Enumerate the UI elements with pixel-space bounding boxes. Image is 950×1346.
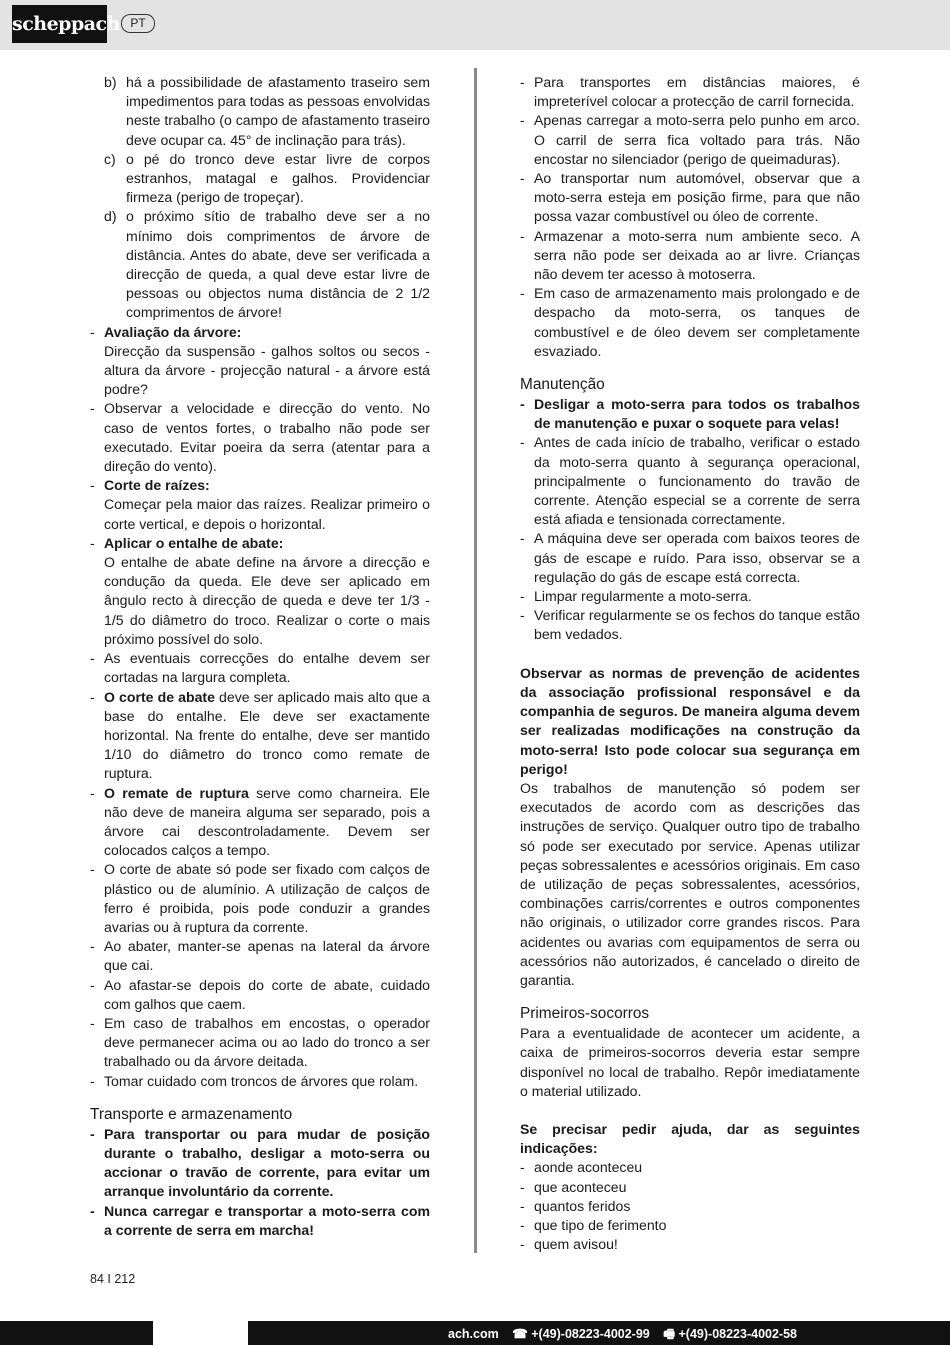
dash-marker: - (90, 323, 95, 340)
item-text: Observar a velocidade e direcção do vento. No caso de ventos fortes, o trabalho não pode ser executado. Evitar poeira da serra (atentar para a direção do vento). (104, 400, 430, 475)
dash-marker: - (520, 588, 525, 605)
lettered-list (90, 73, 430, 323)
first-aid-title: Primeiros-socorros (520, 1005, 650, 1023)
dash-item (90, 860, 430, 937)
dash-item (90, 476, 430, 534)
dash-marker: - (520, 530, 525, 547)
dash-marker: - (90, 784, 95, 801)
item-letter: d) (104, 208, 117, 225)
dash-marker: - (520, 170, 525, 187)
item-text: Ao afastar-se depois do corte de abate, cuidado com galhos que caem. (104, 976, 430, 1012)
dash-item (90, 976, 430, 1014)
lettered-item (90, 150, 430, 208)
item-text: Para transportes em distâncias maiores, é impreterível colocar a protecção de carril fornecida. (534, 74, 860, 110)
dash-item (90, 534, 430, 649)
dash-marker: - (90, 1072, 95, 1089)
item-text: Antes de cada início de trabalho, verificar o estado da moto-serra quanto à segurança operacional, principalmente o funcionamento do travão de corrente. Atenção especial se a corrente de serra está afiada e tensionada correctamente. (534, 434, 860, 528)
transport-list (90, 1125, 430, 1240)
dash-item (520, 433, 860, 529)
item-text: quantos feridos (534, 1197, 631, 1214)
item-text: Em caso de trabalhos em encostas, o operador deve permanecer acima ou ao lado do tronco a ser trabalhado ou da árvore deitada. (104, 1014, 430, 1070)
dash-marker: - (520, 74, 525, 90)
dash-marker: - (520, 112, 525, 129)
dash-item (520, 111, 860, 169)
item-letter: b) (104, 74, 117, 90)
item-bold-lead: Avaliação da árvore: (104, 323, 242, 340)
dash-item (90, 649, 430, 687)
dash-marker: - (520, 227, 525, 244)
dash-item (90, 399, 430, 476)
item-text: o próximo sítio de trabalho deve ser a no mínimo dois comprimentos de árvore de distância. Antes do abate, deve ser verificada a direcção de queda, a qual deve estar livre de pessoas ou objectos numa distância de 2 1/2 comprimentos de árvore! (126, 208, 430, 321)
accident-prevention-warning: Observar as normas de prevenção de acidentes da associação profissional responsável e da companhia de seguros. De maneira alguma devem ser realizadas modificações na construção da moto-serra! Isto pode colocar sua segurança em perigo! (520, 664, 860, 777)
dash-item (520, 284, 860, 361)
maintenance-warning-item: - Desligar a moto-serra para todos os trabalhos de manutenção e puxar o soquete para velas! (520, 396, 860, 432)
item-text: deve ser aplicado mais alto que a base do entalhe. Ele deve ser exactamente horizontal. Na frente do entalhe, deve ser mantido 1/10 do diâmetro do tronco como remate de ruptura. (104, 688, 430, 782)
item-text: aonde aconteceu (534, 1159, 643, 1176)
first-aid-text: Para a eventualidade de acontecer um acidente, a caixa de primeiros-socorros deveria estar sempre disponível no local de trabalho. Repôr imediatamente o material utilizado. (520, 1025, 860, 1099)
item-text: que tipo de ferimento (534, 1216, 667, 1233)
language-badge: PT (121, 14, 155, 33)
item-text: Em caso de armazenamento mais prolongado e de despacho da moto-serra, os tanques de combustível e de óleo devem ser completamente esvaziado. (534, 285, 860, 359)
website-link[interactable]: ach.com (448, 1327, 499, 1341)
dash-item (520, 1178, 860, 1197)
footer-contacts (438, 1325, 797, 1346)
item-text: A máquina deve ser operada com baixos teores de gás de escape e ruído. Para isso, observar se a regulação do gás de escape está correcta. (534, 530, 860, 585)
dash-marker: - (520, 434, 525, 451)
item-bold-lead: Corte de raízes: (104, 477, 210, 494)
dash-item (90, 1072, 430, 1091)
item-text: As eventuais correcções do entalhe devem ser cortadas na largura completa. (104, 650, 430, 686)
item-bold-lead: O remate de ruptura (104, 784, 249, 801)
item-text: quem avisou! (534, 1236, 618, 1253)
item-text: Verificar regularmente se os fechos do tanque estão bem vedados. (534, 607, 860, 643)
dash-item (90, 784, 430, 861)
dash-marker: - (520, 1216, 525, 1233)
lettered-item (90, 73, 430, 150)
item-text: Começar pela maior das raízes. Realizar primeiro o corte vertical, e depois o horizontal. (104, 496, 430, 532)
item-letter: c) (104, 150, 116, 167)
item-text: Tomar cuidado com troncos de árvores que rolam. (104, 1072, 419, 1089)
dash-item (90, 937, 430, 975)
item-text: há a possibilidade de afastamento traseiro sem impedimentos para todas as pessoas envolvidas neste trabalho (o campo de afastamento traseiro deve ocupar ca. 45° de inclinação para trás). (126, 74, 430, 148)
dash-marker: - (90, 650, 95, 667)
dash-marker: - (520, 1178, 525, 1195)
dash-item (520, 1235, 860, 1254)
maintenance-title: Manutenção (520, 376, 605, 394)
page-number: 84 I 212 (90, 1272, 136, 1286)
item-bold-lead: O corte de abate (104, 688, 215, 705)
help-list (520, 1158, 860, 1254)
dash-item (90, 323, 430, 400)
lettered-item (90, 207, 430, 322)
dash-marker: - (520, 1159, 525, 1176)
dash-item (90, 1202, 430, 1240)
dash-marker: - (90, 477, 95, 494)
dash-marker: - (90, 861, 95, 878)
maintenance-notice: Os trabalhos de manutenção só podem ser executados de acordo com as descrições das instruções de serviço. Qualquer outro tipo de trabalho só pode ser executado por service. Apenas utilizar peças sobressalentes e acessórios originais. Em caso de utilização de peças sobressalentes, acessórios, combinações carris/correntes e outros componentes não originais, o utilizador corre grandes riscos. Para acidentes ou avarias com equipamentos de serra ou acessórios não autorizados, é cancelado o direito de garantia. (520, 779, 860, 988)
dash-item (520, 73, 860, 111)
dash-marker: - (520, 1197, 525, 1214)
item-text: Limpar regularmente a moto-serra. (534, 588, 752, 605)
dash-item (520, 1216, 860, 1235)
dash-marker: - (90, 976, 95, 993)
column-divider (474, 68, 477, 1253)
dash-marker: - (520, 285, 525, 302)
transport-list-continued (520, 73, 860, 361)
item-text: Direcção da suspensão - galhos soltos ou secos - altura da árvore - projecção natural - a árvore está podre? (104, 342, 430, 398)
item-text: Ao transportar num automóvel, observar que a moto-serra esteja em posição firme, para que não possa vazar combustível ou óleo de corrente. (534, 170, 860, 225)
dash-item (520, 1197, 860, 1216)
help-instructions: Se precisar pedir ajuda, dar as seguintes indicações: (520, 1120, 860, 1157)
safety-dash-list (90, 323, 430, 1091)
item-text: serve como charneira. Ele não deve de maneira alguma ser separado, pois a árvore cai descontroladamente. Devem ser colocados calços a tempo. (104, 784, 430, 859)
item-text: O entalhe de abate define na árvore a direcção e condução da queda. Ele deve ser aplicado em ângulo recto à direcção de queda e deve ter 1/3 - 1/5 do diâmetro do troco. Realizar o corte o mais próximo possível do solo. (104, 554, 430, 647)
dash-marker: - (90, 1125, 95, 1142)
item-text: que aconteceu (534, 1178, 627, 1195)
phone-number: ☎ +(49)-08223-4002-99 (512, 1327, 650, 1341)
item-text: Nunca carregar e transportar a moto-serra com a corrente de serra em marcha! (104, 1202, 430, 1238)
dash-item (90, 1014, 430, 1072)
dash-marker: - (520, 1236, 525, 1253)
fax-number: 🖷 +(49)-08223-4002-58 (663, 1327, 797, 1341)
footer-white-block (153, 1321, 248, 1345)
dash-marker: - (520, 607, 525, 624)
right-column (520, 73, 860, 1254)
item-text: O corte de abate só pode ser fixado com calços de plástico ou de alumínio. A utilização de calços de ferro é proibida, pois pode conduzir a grandes avarias ou à ruptura da corrente. (104, 861, 430, 935)
dash-item (520, 169, 860, 227)
transport-title: Transporte e armazenamento (90, 1105, 293, 1123)
item-text: Para transportar ou para mudar de posição durante o trabalho, desligar a moto-serra ou accionar o travão de corrente, para evitar um arranque involuntário da corrente. (104, 1125, 430, 1200)
item-text: o pé do tronco deve estar livre de corpos estranhos, matagal e galhos. Providenciar firmeza (perigo de tropeçar). (126, 150, 430, 206)
item-bold-lead: Aplicar o entalhe de abate: (104, 534, 284, 551)
dash-item (520, 606, 860, 644)
dash-marker: - (90, 1202, 95, 1219)
dash-item (520, 1158, 860, 1177)
dash-item (520, 587, 860, 606)
dash-marker: - (90, 688, 95, 705)
dash-marker: - (90, 1014, 95, 1031)
item-text: Armazenar a moto-serra num ambiente seco. A serra não pode ser deixada ao ar livre. Crianças não devem ter acesso à motoserra. (534, 227, 860, 283)
page-header (0, 0, 950, 50)
dash-item (90, 688, 430, 784)
dash-marker: - (90, 400, 95, 417)
item-text: Apenas carregar a moto-serra pelo punho em arco. O carril de serra fica voltado para trás. Não encostar no silenciador (perigo de queimaduras). (534, 112, 860, 167)
brand-logo: scheppach (12, 5, 107, 43)
dash-marker: - (90, 534, 95, 551)
dash-item (520, 529, 860, 587)
item-text: Ao abater, manter-se apenas na lateral da árvore que cai. (104, 938, 430, 974)
dash-item (520, 227, 860, 285)
left-column (90, 73, 430, 1240)
dash-marker: - (90, 938, 95, 955)
dash-item (90, 1125, 430, 1202)
maintenance-list (520, 433, 860, 644)
